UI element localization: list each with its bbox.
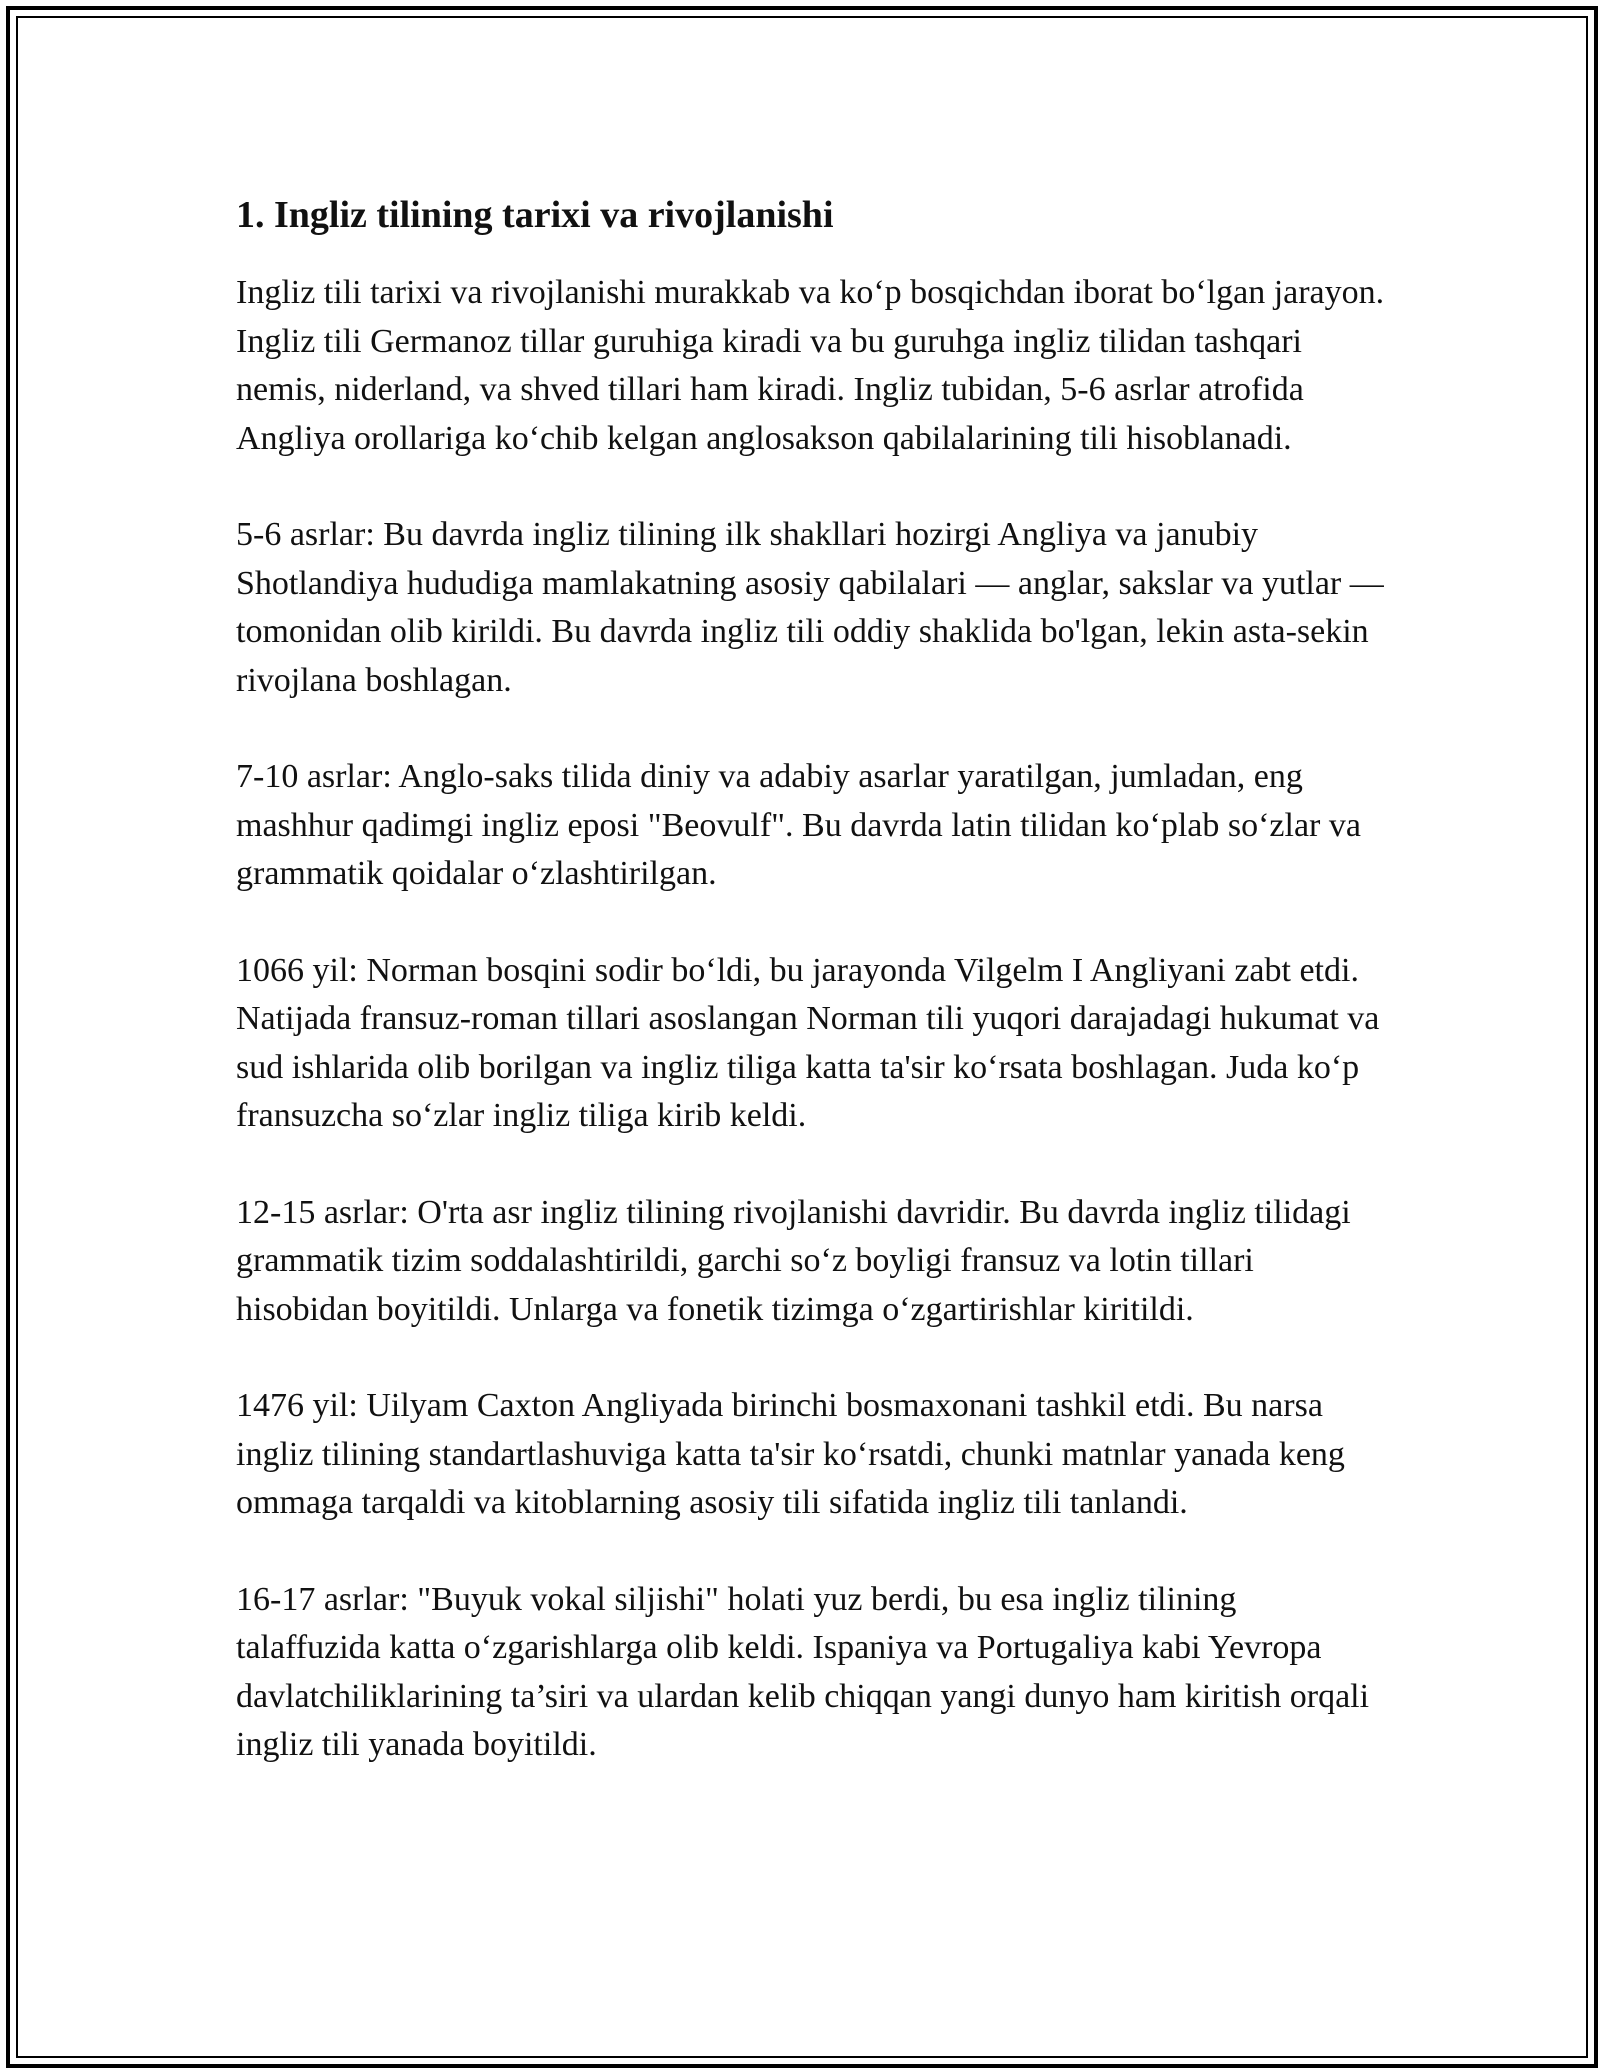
paragraph-1066: 1066 yil: Norman bosqini sodir bo‘ldi, bu jarayonda Vilgelm I Angliyani zabt etdi. Natijada fransuz-roman tillari asoslangan Norman tili yuqori darajadagi hukumat va sud ishlarida olib borilgan va ingliz tiliga katta ta'sir ko‘rsata boshlagan. Juda ko‘p fransuzcha so‘zlar ingliz tiliga kirib keldi. — [236, 951, 1380, 1134]
paragraph-7-10-centuries: 7-10 asrlar: Anglo-saks tilida diniy va adabiy asarlar yaratilgan, jumladan, eng mashhur qadimgi ingliz eposi "Beovulf". Bu davrda latin tilidan ko‘plab so‘zlar va grammatik qoidalar o‘zlashtirilgan. — [236, 758, 1361, 892]
document-body — [236, 190, 1386, 1818]
paragraph-16-17-centuries: 16-17 asrlar: "Buyuk vokal siljishi" holati yuz berdi, bu esa ingliz tilining talaffuzida katta o‘zgarishlarga olib keldi. Ispaniya va Portugaliya kabi Yevropa davlatchiliklarining ta’siri va ulardan kelib chiqqan yangi dunyo ham kiritish orqali ingliz tili yanada boyitildi. — [236, 1580, 1370, 1763]
paragraph-5-6-centuries: 5-6 asrlar: Bu davrda ingliz tilining ilk shakllari hozirgi Angliya va janubiy Shotlandiya hududiga mamlakatning asosiy qabilalari — anglar, sakslar va yutlar — tomonidan olib kirildi. Bu davrda ingliz tili oddiy shaklida bo'lgan, lekin asta-sekin rivojlana boshlagan. — [236, 516, 1384, 699]
paragraph-1476: 1476 yil: Uilyam Caxton Angliyada birinchi bosmaxonani tashkil etdi. Bu narsa ingliz tilining standartlashuviga katta ta'sir ko‘rsatdi, chunki matnlar yanada keng ommaga tarqaldi va kitoblarning asosiy tili sifatida ingliz tili tanlandi. — [236, 1387, 1345, 1521]
paragraph-12-15-centuries: 12-15 asrlar: O'rta asr ingliz tilining rivojlanishi davridir. Bu davrda ingliz tilidagi grammatik tizim soddalashtirildi, garchi so‘z boyligi fransuz va lotin tillari hisobidan boyitildi. Unlarga va fonetik tizimga o‘zgartirishlar kiritildi. — [236, 1193, 1351, 1328]
paragraph-intro: Ingliz tili tarixi va rivojlanishi murakkab va ko‘p bosqichdan iborat bo‘lgan jarayon. Ingliz tili Germanoz tillar guruhiga kiradi va bu guruhga ingliz tilidan tashqari nemis, niderland, va shved tillari ham kiradi. Ingliz tubidan, 5-6 asrlar atrofida Angliya orollariga ko‘chib kelgan anglosakson qabilalarining tili hisoblanadi. — [236, 274, 1385, 457]
section-heading: 1. Ingliz tilining tarixi va rivojlanishi — [236, 194, 834, 236]
